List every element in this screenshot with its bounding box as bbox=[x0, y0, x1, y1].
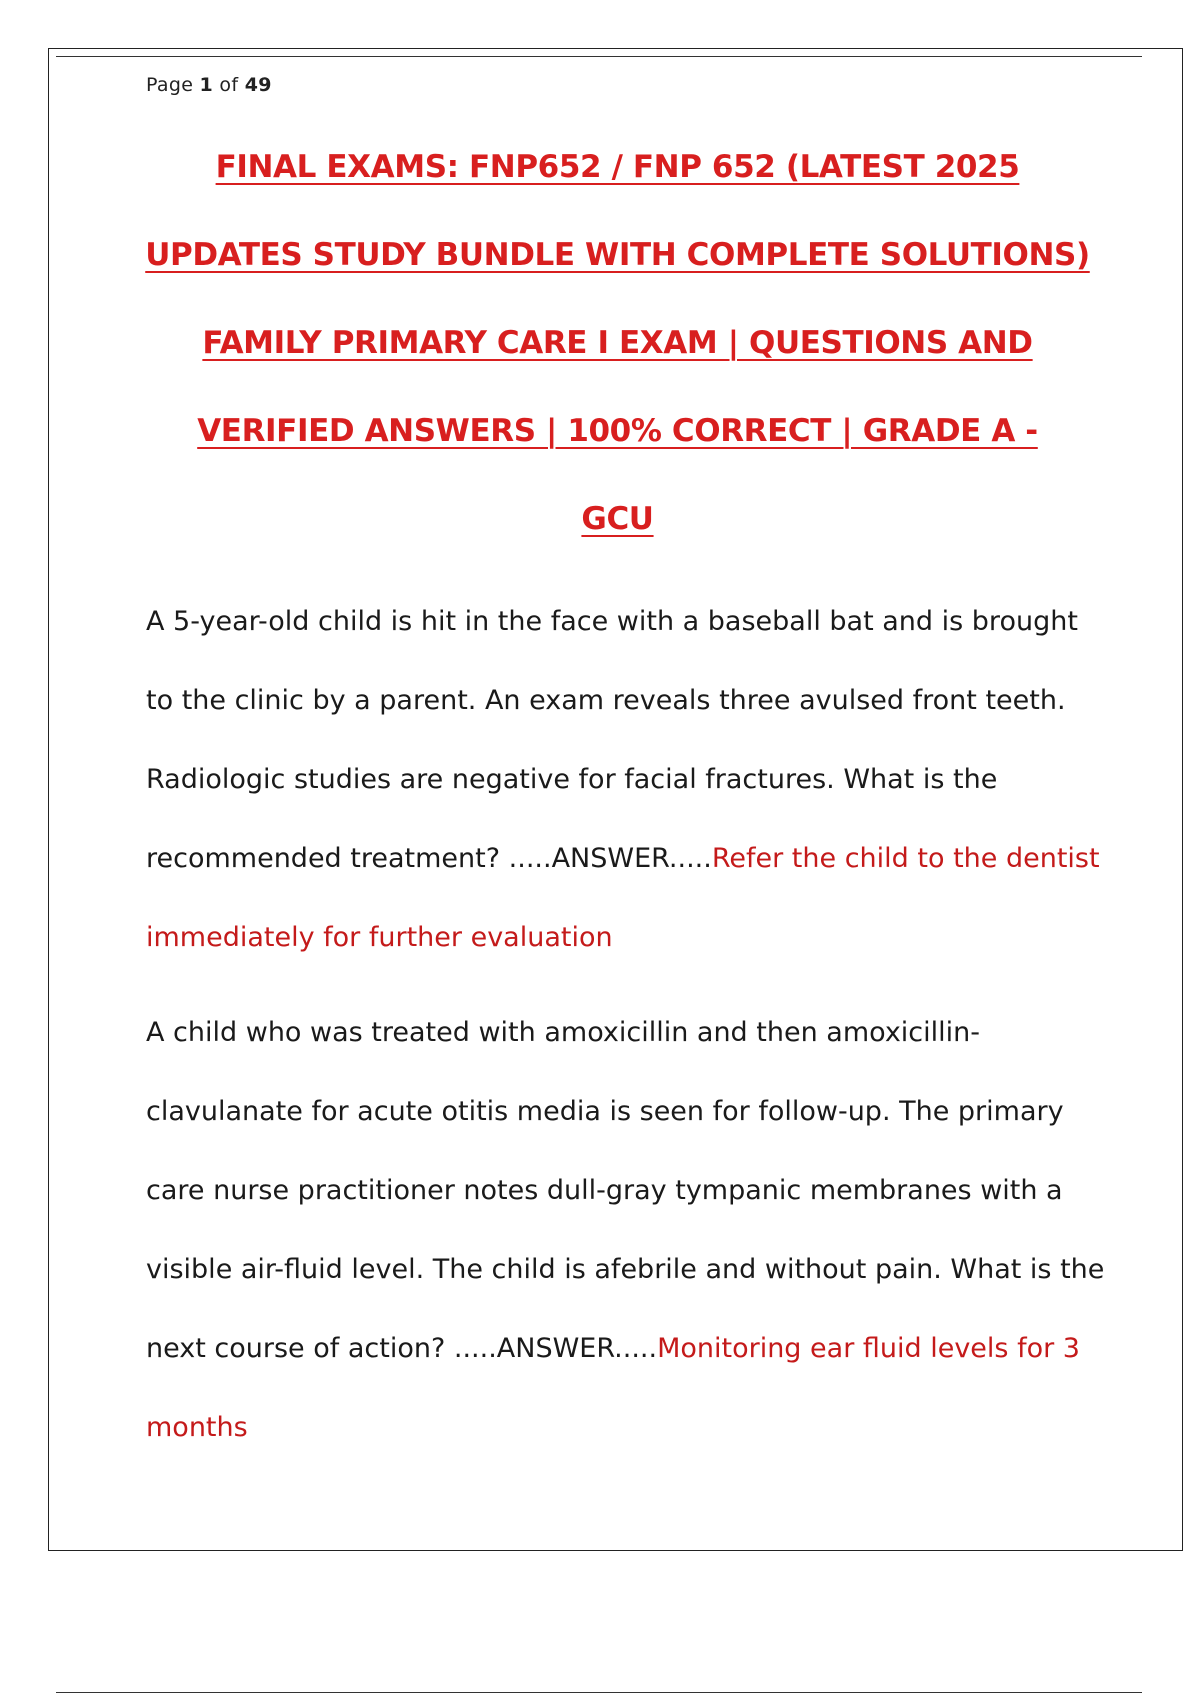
question-text: A 5-year-old child is hit in the face with a baseball bat and is brought to the clinic by a parent. An exam reveals three avulsed front teeth. Radiologic studies are negative for facial fractures. What is the recommended treatment? bbox=[146, 606, 1078, 874]
page-word: Page bbox=[146, 74, 194, 96]
document-title bbox=[120, 128, 1115, 568]
answer-text: Monitoring ear fluid levels for 3 months bbox=[146, 1333, 1080, 1443]
page-total: 49 bbox=[244, 74, 272, 96]
answer-marker: .....ANSWER..... bbox=[508, 843, 712, 874]
page-number bbox=[146, 74, 272, 96]
question-block-2 bbox=[146, 993, 1106, 1467]
title-line: FAMILY PRIMARY CARE I EXAM | QUESTIONS AND bbox=[202, 325, 1033, 361]
page-current: 1 bbox=[199, 74, 214, 96]
title-line: VERIFIED ANSWERS | 100% CORRECT | GRADE A - bbox=[197, 413, 1038, 449]
page-of: of bbox=[219, 74, 239, 96]
answer-marker: .....ANSWER..... bbox=[453, 1333, 658, 1364]
title-line: FINAL EXAMS: FNP652 / FNP 652 (LATEST 2025 bbox=[215, 149, 1020, 185]
title-line: UPDATES STUDY BUNDLE WITH COMPLETE SOLUTIONS) bbox=[145, 237, 1090, 273]
question-block-1 bbox=[146, 582, 1106, 977]
question-text: A child who was treated with amoxicillin and then amoxicillin-clavulanate for acute otitis media is seen for follow-up. The primary care nurse practitioner notes dull-gray tympanic membranes with a visible air-fluid level. The child is afebrile and without pain. What is the next course of action? bbox=[146, 1017, 1105, 1364]
answer-text: Refer the child to the dentist immediately for further evaluation bbox=[146, 843, 1100, 953]
title-line: GCU bbox=[581, 501, 654, 537]
footer-rule bbox=[56, 1692, 1142, 1693]
header-rule bbox=[56, 56, 1142, 57]
